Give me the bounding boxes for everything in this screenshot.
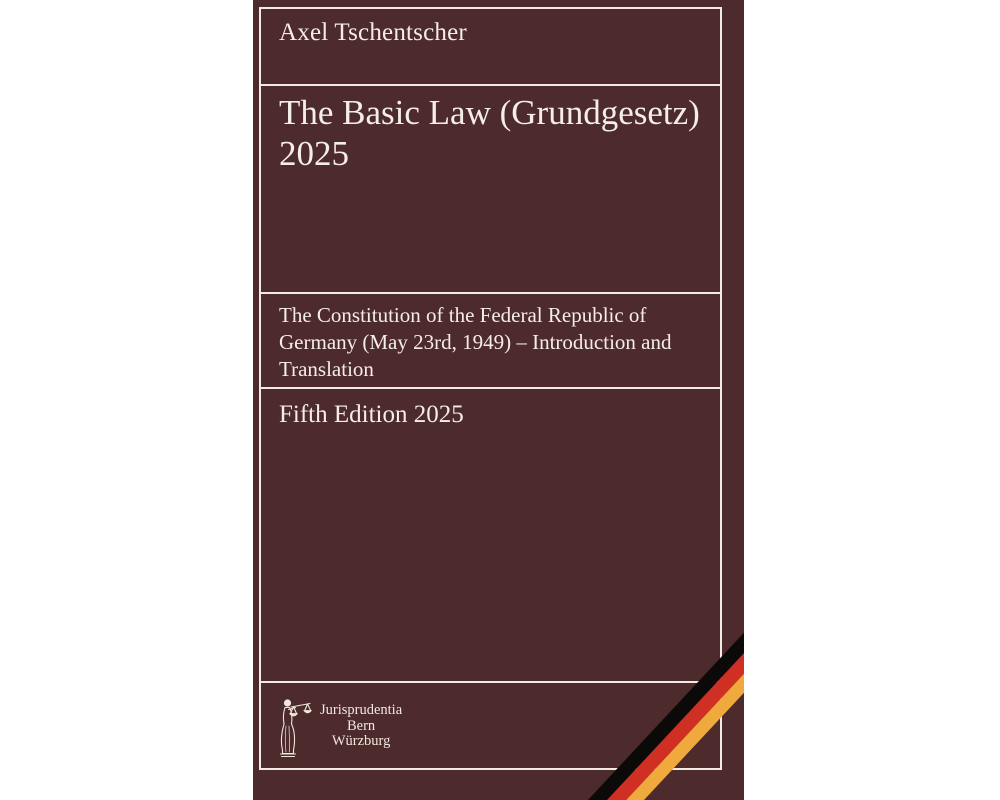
author-name: Axel Tschentscher [279,19,467,46]
subtitle-section [261,292,720,387]
subtitle-line-2: Germany (May 23rd, 1949) – Introduction and [279,330,672,354]
title-section [261,84,720,292]
cover-border-frame [259,7,722,770]
publisher-city-bern: Bern [346,717,376,734]
book-title-line-1: The Basic Law (Grundgesetz) [279,93,700,132]
justitia-scales-icon [276,696,313,763]
subtitle-line-1: The Constitution of the Federal Republic of [279,303,647,327]
edition-label: Fifth Edition 2025 [279,401,464,428]
publisher-name: Jurisprudentia [320,702,403,718]
subtitle-line-3: Translation [279,357,374,381]
book-cover [253,0,744,800]
author-section [261,9,720,84]
edition-section [261,387,720,681]
publisher-city-wuerzburg: Würzburg [331,733,391,749]
book-title-line-2: 2025 [279,134,349,173]
